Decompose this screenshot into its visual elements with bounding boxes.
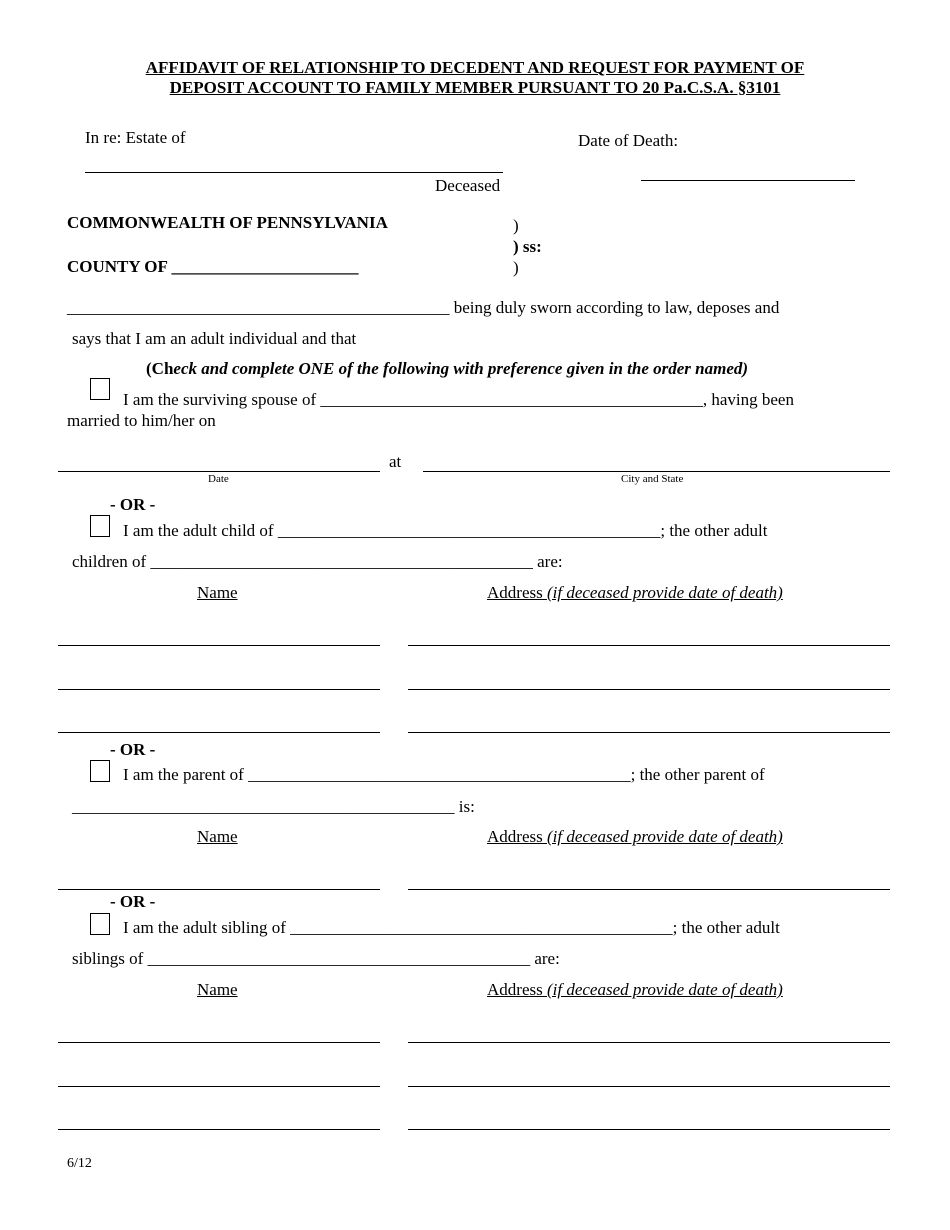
address-column-header [487, 980, 783, 1000]
sibling-line-2 [72, 949, 560, 969]
address-column-header [487, 583, 783, 603]
name-column-header: Name [197, 583, 238, 602]
child-suffix: ; the other adult [660, 521, 768, 540]
spouse-line-2: married to him/her on [67, 411, 216, 430]
deponent-line-2: says that I am an adult individual and that [72, 329, 357, 348]
child-name-field-1[interactable] [58, 645, 380, 646]
address-header-note: (if deceased provide date of death) [546, 583, 783, 602]
sibling-name-field-2[interactable] [58, 1086, 380, 1087]
marriage-date-field[interactable] [58, 471, 380, 472]
date-caption: Date [208, 473, 229, 485]
parent-suffix: ; the other parent of [630, 765, 765, 784]
address-header-text: Address [487, 827, 547, 846]
estate-name-field[interactable] [85, 172, 503, 173]
sibling-name-field-3[interactable] [58, 1129, 380, 1130]
instruction-text [146, 359, 748, 379]
siblings-are-text: are: [534, 949, 560, 968]
children-are-text: are: [537, 552, 563, 571]
sibling-text: I am the adult sibling of [123, 918, 286, 937]
city-state-caption: City and State [621, 473, 684, 485]
in-re-estate-label: In re: Estate of [85, 128, 186, 147]
parent-line [123, 765, 765, 785]
spouse-checkbox[interactable] [90, 378, 110, 400]
sibling-of-name-field[interactable]: _____________________________________________ [290, 918, 673, 937]
county-label [67, 257, 359, 277]
child-checkbox[interactable] [90, 515, 110, 537]
commonwealth-label: COMMONWEALTH OF PENNSYLVANIA [67, 213, 388, 232]
address-column-header [487, 827, 783, 847]
child-name-field-2[interactable] [58, 689, 380, 690]
sibling-suffix: ; the other adult [672, 918, 780, 937]
parent-child-name-field[interactable]: _____________________________________________ [248, 765, 631, 784]
form-title-line-1: AFFIDAVIT OF RELATIONSHIP TO DECEDENT AND REQUEST FOR PAYMENT OF [145, 58, 805, 77]
children-of-text: children of [72, 552, 147, 571]
child-address-field-2[interactable] [408, 689, 890, 690]
at-label: at [389, 452, 402, 471]
sibling-address-field-1[interactable] [408, 1042, 890, 1043]
spouse-text: I am the surviving spouse of [123, 390, 317, 409]
child-address-field-3[interactable] [408, 732, 890, 733]
child-name-field-3[interactable] [58, 732, 380, 733]
spouse-line [123, 390, 794, 410]
or-separator-3: - OR - [110, 892, 156, 911]
or-separator-2: - OR - [110, 740, 156, 759]
name-column-header: Name [197, 827, 238, 846]
sibling-address-field-2[interactable] [408, 1086, 890, 1087]
or-separator-1: - OR - [110, 495, 156, 514]
address-header-text: Address [487, 980, 547, 999]
child-address-field-1[interactable] [408, 645, 890, 646]
instruction-italic: eck and complete ONE of the following with preference given in the order named) [173, 359, 749, 378]
sibling-line [123, 918, 780, 938]
deponent-line [67, 298, 779, 318]
sibling-checkbox[interactable] [90, 913, 110, 935]
parent-line-2 [72, 797, 475, 817]
siblings-of-text: siblings of [72, 949, 144, 968]
revision-date: 6/12 [67, 1156, 92, 1171]
name-column-header: Name [197, 980, 238, 999]
spouse-suffix: , having been [702, 390, 794, 409]
siblings-of-name-field[interactable]: _____________________________________________ [147, 949, 531, 968]
deceased-label: Deceased [435, 176, 501, 195]
venue-paren-1: ) [513, 216, 519, 235]
date-of-death-field[interactable] [641, 180, 855, 181]
parent-address-field[interactable] [408, 889, 890, 890]
instruction-bold: (Ch [146, 359, 174, 378]
address-header-note: (if deceased provide date of death) [546, 980, 783, 999]
date-of-death-label: Date of Death: [578, 131, 679, 150]
venue-paren-3: ) [513, 258, 519, 277]
child-parent-name-field[interactable]: _____________________________________________ [277, 521, 661, 540]
child-line [123, 521, 768, 541]
spouse-name-field[interactable]: _____________________________________________ [320, 390, 703, 409]
ss-label: ) ss: [513, 237, 542, 256]
address-header-note: (if deceased provide date of death) [546, 827, 783, 846]
county-of-text: COUNTY OF [67, 257, 168, 276]
sibling-address-field-3[interactable] [408, 1129, 890, 1130]
parent-name-field[interactable] [58, 889, 380, 890]
children-of-name-field[interactable]: _____________________________________________ [150, 552, 533, 571]
parent-checkbox[interactable] [90, 760, 110, 782]
county-field[interactable]: ______________________ [171, 257, 359, 276]
child-text: I am the adult child of [123, 521, 274, 540]
parent-is-text: is: [458, 797, 475, 816]
deponent-name-field[interactable]: _____________________________________________ [67, 298, 450, 317]
address-header-text: Address [487, 583, 547, 602]
form-title-line-2: DEPOSIT ACCOUNT TO FAMILY MEMBER PURSUANT TO 20 Pa.C.S.A. §3101 [169, 78, 781, 97]
marriage-place-field[interactable] [423, 471, 890, 472]
sibling-name-field-1[interactable] [58, 1042, 380, 1043]
parent-text: I am the parent of [123, 765, 244, 784]
child-line-2 [72, 552, 563, 572]
deponent-sworn-text: being duly sworn according to law, deposes and [453, 298, 780, 317]
parent-of-name-field[interactable]: _____________________________________________ [72, 797, 455, 816]
